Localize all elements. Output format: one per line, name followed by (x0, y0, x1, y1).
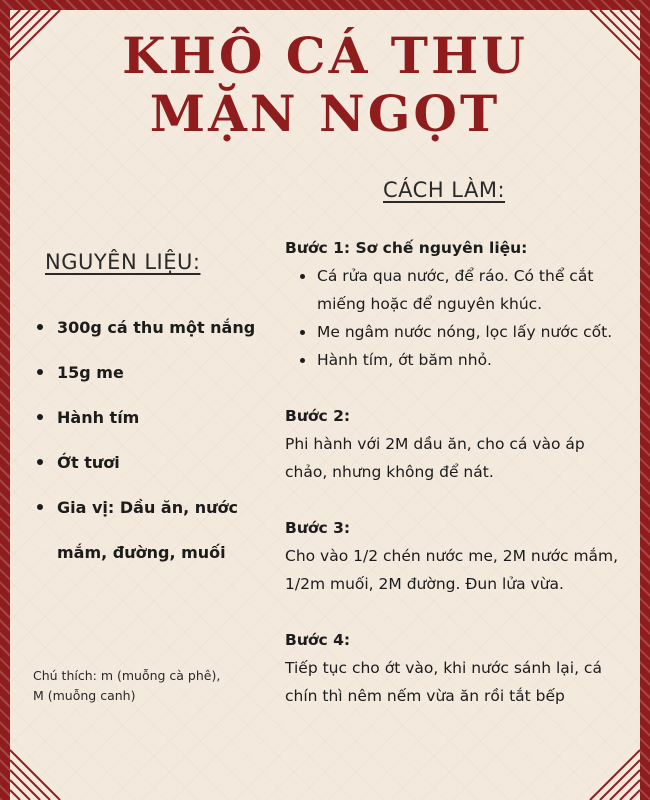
step-3-title: Bước 3: (285, 519, 351, 537)
ingredients-list (35, 305, 275, 575)
ingredient-item: 15g me (35, 350, 275, 395)
step-4-text: Tiếp tục cho ớt vào, khi nước sánh lại, cá chín thì nêm nếm vừa ăn rồi tắt bếp (285, 659, 602, 705)
step-2-title: Bước 2: (285, 407, 351, 425)
step-1-bullets (285, 262, 625, 374)
step-1-title: Bước 1: Sơ chế nguyên liệu: (285, 239, 528, 257)
title-line-2: MẶN NGỌT (149, 84, 501, 143)
method-steps (285, 234, 625, 710)
footnote: Chú thích: m (muỗng cà phê), M (muỗng canh) (33, 668, 221, 703)
ingredient-item: Gia vị: Dầu ăn, nước mắm, đường, muối (35, 485, 275, 575)
step-1-bullet: Me ngâm nước nóng, lọc lấy nước cốt. (285, 318, 625, 346)
step-4-title: Bước 4: (285, 631, 351, 649)
title-line-1: KHÔ CÁ THU (122, 26, 528, 85)
corner-ornament-bottom-right (580, 740, 640, 800)
corner-ornament-bottom-left (10, 740, 70, 800)
ingredient-item: 300g cá thu một nắng (35, 305, 275, 350)
method-heading: CÁCH LÀM: (383, 178, 506, 202)
ingredient-item: Ớt tươi (35, 440, 275, 485)
step-1-bullet: Cá rửa qua nước, để ráo. Có thể cắt miếng hoặc để nguyên khúc. (285, 262, 625, 318)
step-2-text: Phi hành với 2M dầu ăn, cho cá vào áp chảo, nhưng không để nát. (285, 435, 585, 481)
ingredient-item: Hành tím (35, 395, 275, 440)
ingredients-heading: NGUYÊN LIỆU: (45, 250, 201, 274)
step-3-text: Cho vào 1/2 chén nước me, 2M nước mắm, 1/2m muối, 2M đường. Đun lửa vừa. (285, 547, 619, 593)
step-1-bullet: Hành tím, ớt băm nhỏ. (285, 346, 625, 374)
